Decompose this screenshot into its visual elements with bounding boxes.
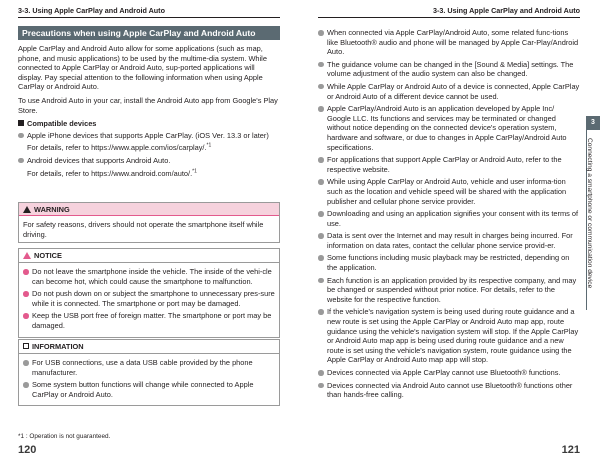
list-item: If the vehicle's navigation system is being used during route guidance and a new route is set using the Apple CarPlay or Android Auto map app, route guidance using the vehicle's navigation system will stop. If the Apple CarPlay or Android Auto map app is being used during route guidance and a new route is set using the vehicle's navigation system, route guidance using the Apple CarPlay or Android Auto map app will stop.	[318, 307, 580, 365]
apple-details: For details, refer to https://www.apple.com/ios/carplay/.$^{*1}$	[27, 142, 212, 153]
list-item: Some functions including music playback may be restricted, depending on the application.	[318, 253, 580, 272]
bullet-icon	[318, 370, 324, 376]
bullet-icon	[318, 30, 324, 36]
left-header-title: 3-3. Using Apple CarPlay and Android Auto	[18, 6, 165, 15]
bullet-icon	[318, 383, 324, 389]
left-header-rule	[18, 17, 280, 18]
bullet-icon	[23, 313, 29, 319]
left-body	[18, 44, 280, 181]
list-item: Some system button functions will change while connected to Apple CarPlay or Android Auto.	[23, 380, 275, 399]
list-item: For applications that support Apple CarPlay or Android Auto, refer to the respective website.	[318, 155, 580, 174]
right-header-rule	[318, 17, 580, 18]
bullet-icon	[318, 278, 324, 284]
list-item: While using Apple CarPlay or Android Auto, vehicle and user informa-tion such as the location and vehicle speed will be shared with the application publisher and cellular phone service provider.	[318, 177, 580, 206]
compatible-heading: Compatible devices	[18, 119, 280, 129]
chapter-tab: 3	[586, 116, 600, 130]
list-item: Apple CarPlay/Android Auto is an application developed by Apple Inc/ Google LLC. Its functions and services may be terminated or changed without notice depending on the connected device's operation system, hardware and software, or due to changes in Apple CarPlay/Android Auto specifications.	[318, 104, 580, 152]
notice-body	[19, 262, 279, 337]
list-item: Devices connected via Apple CarPlay cannot use Bluetooth® functions.	[318, 368, 580, 378]
information-icon	[23, 343, 29, 349]
warning-header: WARNING	[19, 203, 279, 216]
warning-box	[18, 202, 280, 243]
list-item: Each function is an application provided by its respective company, and may be changed or suspended without prior notice. For details, refer to the website for the respective function.	[318, 276, 580, 305]
list-item: Devices connected via Android Auto cannot use Bluetooth® functions other than hands-free calling.	[318, 381, 580, 400]
install-paragraph: To use Android Auto in your car, install the Android Auto app from Google's Play Store.	[18, 95, 278, 115]
bullet-icon	[18, 133, 24, 139]
bullet-icon	[23, 360, 29, 366]
bullet-icon	[18, 158, 24, 164]
right-header-title: 3-3. Using Apple CarPlay and Android Auto	[433, 6, 580, 15]
right-page	[300, 0, 600, 462]
bullet-icon	[318, 62, 324, 68]
square-bullet-icon	[18, 120, 24, 126]
chapter-tab-label: Connecting a smartphone or communication device	[586, 138, 593, 289]
page-number-right: 121	[561, 444, 580, 456]
list-item: The guidance volume can be changed in the [Sound & Media] settings. The volume adjustment of the audio system can also be changed.	[318, 60, 580, 79]
list-item: While Apple CarPlay or Android Auto of a device is connected, Apple CarPlay or Android Auto of a different device cannot be used.	[318, 82, 580, 101]
bullet-icon	[23, 382, 29, 388]
bullet-icon	[318, 106, 324, 112]
list-item: Do not leave the smartphone inside the vehicle. The inside of the vehi-cle can become hot, which could cause the smartphone to malfunction.	[23, 267, 275, 286]
notice-header: NOTICE	[19, 249, 279, 262]
list-item: Do not push down on or subject the smartphone to unnecessary pres-sure while it is connected. The smartphone or port may be damaged.	[23, 289, 275, 308]
list-item: Keep the USB port free of foreign matter. The smartphone or port may be damaged.	[23, 311, 275, 330]
information-header: INFORMATION	[19, 340, 279, 353]
intro-paragraph: Apple CarPlay and Android Auto allow for some applications (such as map, phone, and music applications) to be used by the multime-dia system. While connected to Apple CarPlay or Android Auto, sup-ported applications will display. Pay special attention to the following information when using Apple CarPlay or Android Auto.	[18, 44, 267, 92]
notice-box	[18, 248, 280, 338]
list-item: For USB connections, use a data USB cable provided by the phone manufacturer.	[23, 358, 275, 377]
bullet-icon	[318, 179, 324, 185]
bullet-icon	[23, 269, 29, 275]
bullet-icon	[318, 233, 324, 239]
bullet-icon	[318, 255, 324, 261]
bullet-icon	[318, 211, 324, 217]
bullet-icon	[318, 157, 324, 163]
footnote: *1 : Operation is not guaranteed.	[18, 433, 111, 440]
page-number-left: 120	[18, 444, 37, 456]
information-body	[19, 353, 279, 405]
bullet-icon	[23, 291, 29, 297]
list-item: Apple iPhone devices that supports Apple CarPlay. (iOS Ver. 13.3 or later)	[18, 131, 280, 141]
list-item: Data is sent over the Internet and may result in charges being incurred. For information on data rates, contact the cellular phone service provid-er.	[318, 231, 580, 250]
warning-text: For safety reasons, drivers should not operate the smartphone itself while driving.	[23, 220, 264, 239]
list-item: Downloading and using an application signifies your consent with its terms of use.	[318, 209, 580, 228]
information-box	[18, 339, 280, 406]
bullet-icon	[318, 309, 324, 315]
list-item: Android devices that supports Android Auto.	[18, 156, 280, 166]
android-details: For details, refer to https://www.android.com/auto/.$^{*1}$	[27, 168, 197, 178]
notice-icon	[23, 252, 31, 259]
warning-icon	[23, 206, 31, 213]
right-body	[318, 28, 580, 403]
section-title: Precautions when using Apple CarPlay and Android Auto	[18, 26, 280, 40]
list-item: When connected via Apple CarPlay/Android Auto, some related func-tions like Bluetooth® audio and phone will be managed by Apple Car-Play/Android Auto.	[318, 28, 580, 57]
bullet-icon	[318, 84, 324, 90]
